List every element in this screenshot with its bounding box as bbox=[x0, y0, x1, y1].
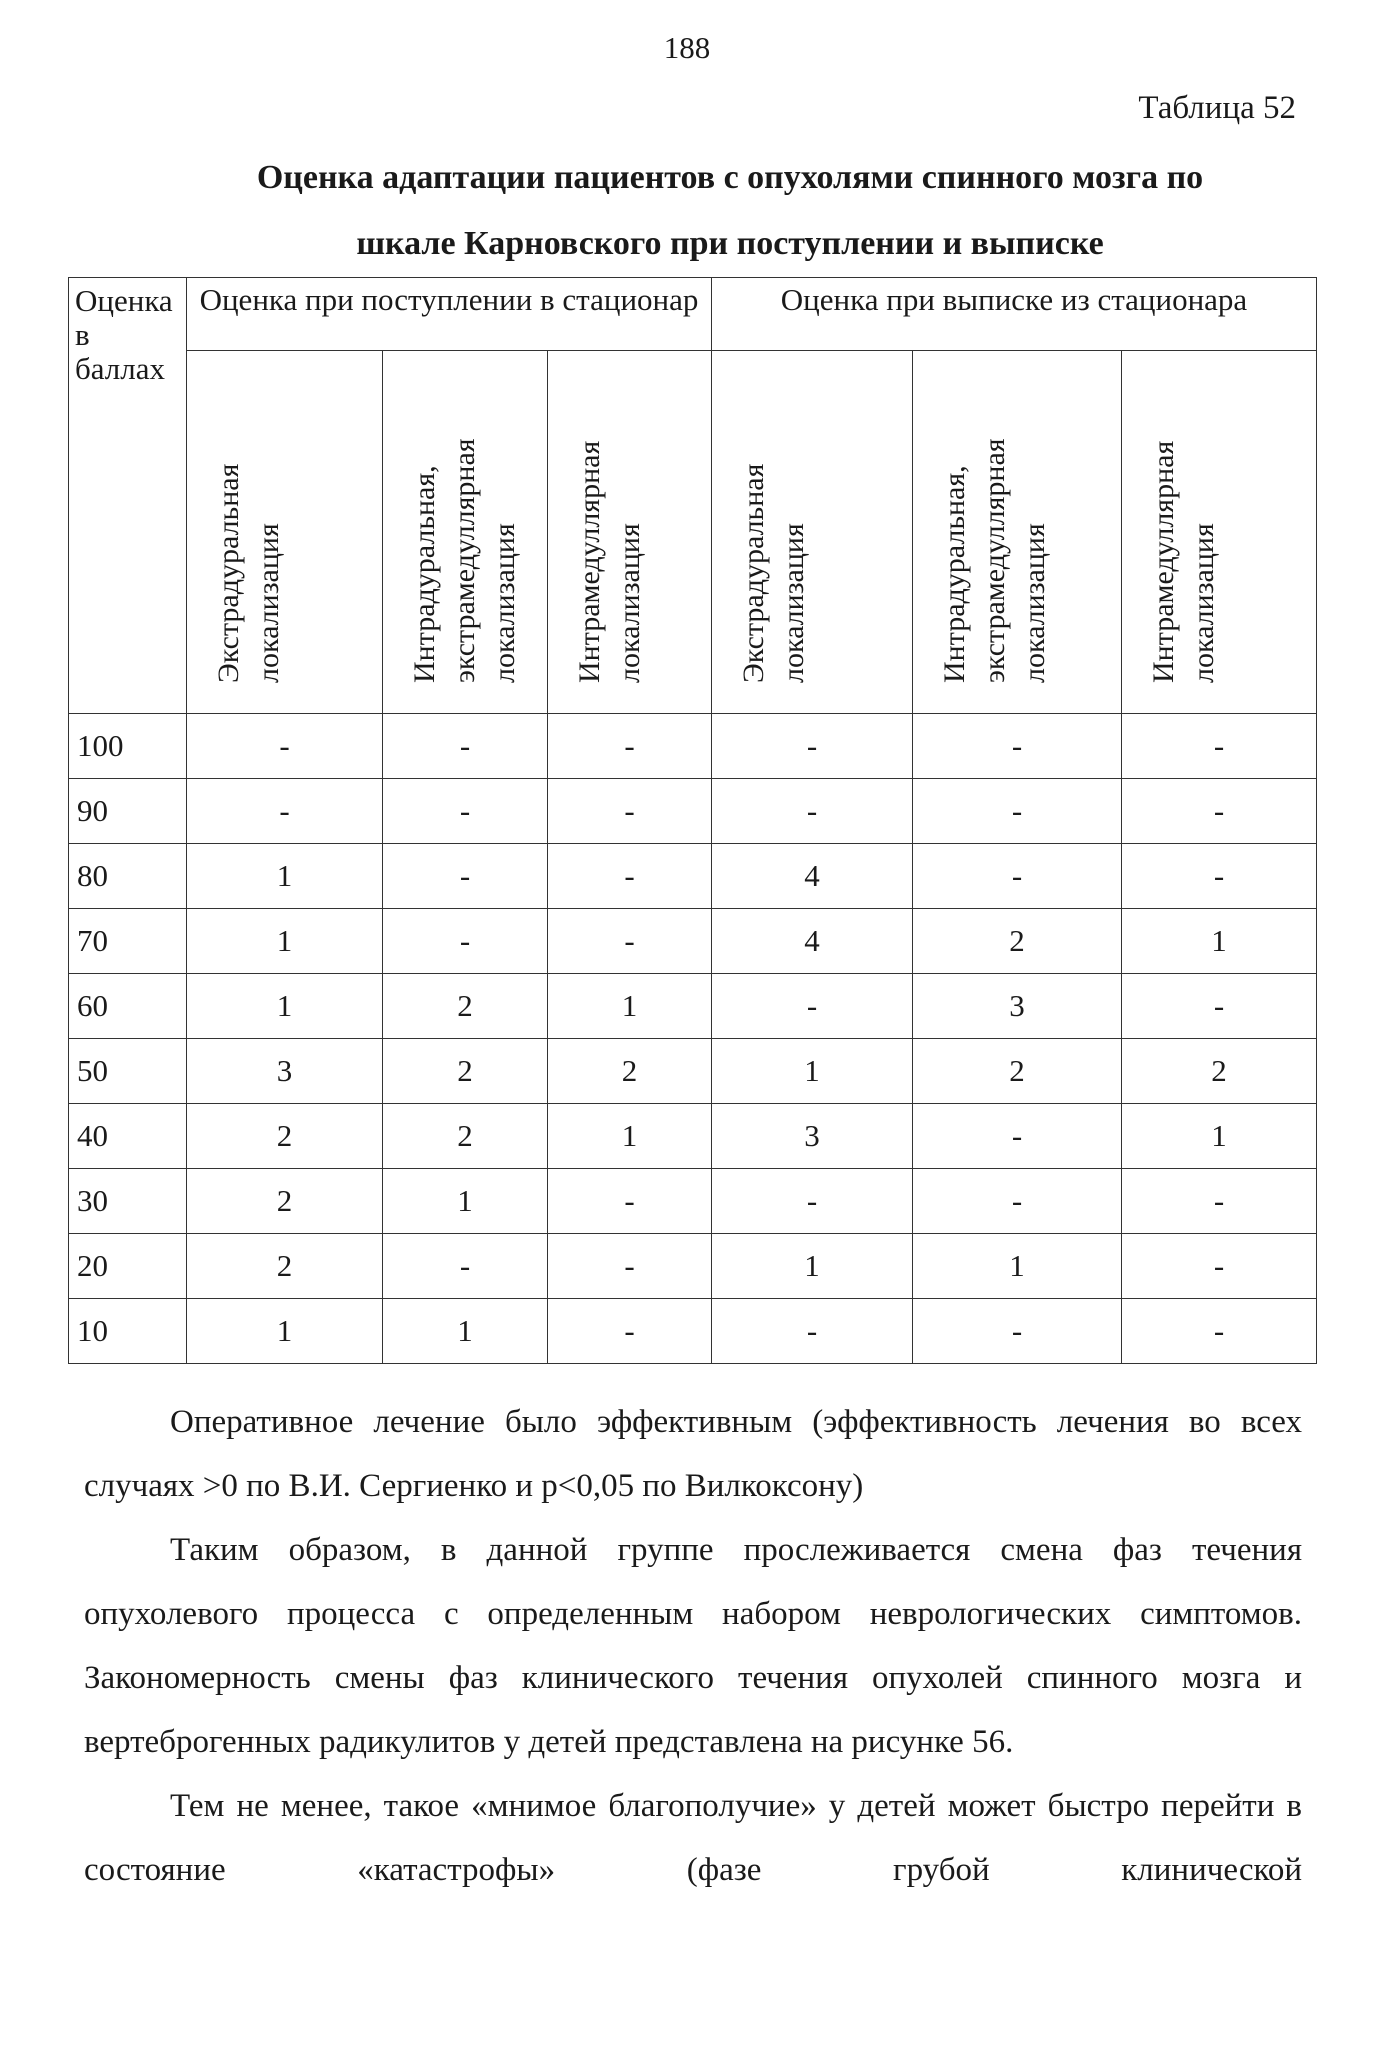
table-cell: - bbox=[1122, 844, 1317, 909]
table-cell: 1 bbox=[1122, 909, 1317, 974]
table-cell: 2 bbox=[383, 1104, 548, 1169]
table-cell: 4 bbox=[712, 844, 913, 909]
table-row bbox=[69, 1104, 1317, 1169]
karnofsky-table bbox=[68, 277, 1317, 1364]
column-header-label: Интрамедуллярная локализация bbox=[573, 440, 646, 683]
table-label: Таблица 52 bbox=[1138, 90, 1296, 126]
table-cell: 4 bbox=[712, 909, 913, 974]
table-cell: 2 bbox=[187, 1169, 383, 1234]
table-cell: 1 bbox=[1122, 1104, 1317, 1169]
table-row bbox=[69, 1299, 1317, 1364]
score-cell: 50 bbox=[69, 1039, 187, 1104]
column-header-label: Интрадуральная, экстрамедуллярная локализация bbox=[938, 438, 1051, 683]
column-header-1 bbox=[187, 351, 383, 714]
paragraph-1: Оперативное лечение было эффективным (эффективность лечения во всех случаях >0 по В.И. Сергиенко и p<0,05 по Вилкоксону) bbox=[84, 1404, 1302, 1504]
table-cell: - bbox=[548, 909, 712, 974]
table-cell: - bbox=[383, 844, 548, 909]
table-cell: 3 bbox=[712, 1104, 913, 1169]
score-cell: 100 bbox=[69, 714, 187, 779]
table-cell: 1 bbox=[187, 974, 383, 1039]
paragraph-3: Тем не менее, такое «мнимое благополучие» у детей может быстро перейти в состояние «катастрофы» (фазе грубой клинической bbox=[84, 1788, 1302, 1888]
table-cell: - bbox=[383, 779, 548, 844]
column-header-label: Экстрадуральная локализация bbox=[212, 463, 285, 683]
score-cell: 90 bbox=[69, 779, 187, 844]
table-cell: - bbox=[913, 1104, 1122, 1169]
table-subheader-row bbox=[69, 351, 1317, 714]
table-cell: 2 bbox=[1122, 1039, 1317, 1104]
table-row bbox=[69, 1169, 1317, 1234]
column-header-4 bbox=[712, 351, 913, 714]
table-cell: - bbox=[712, 974, 913, 1039]
score-cell: 40 bbox=[69, 1104, 187, 1169]
column-header-3 bbox=[548, 351, 712, 714]
table-cell: 1 bbox=[187, 909, 383, 974]
table-row bbox=[69, 1039, 1317, 1104]
table-body bbox=[69, 714, 1317, 1364]
table-cell: - bbox=[383, 909, 548, 974]
score-cell: 20 bbox=[69, 1234, 187, 1299]
paragraph-2: Таким образом, в данной группе прослеживается смена фаз течения опухолевого процесса с определенным набором неврологических симптомов. Закономерность смены фаз клинического течения опухолей спинного мозга и вертеброгенных радикулитов у детей представлена на рисунке 56. bbox=[84, 1532, 1302, 1760]
header-score: Оценка в баллах bbox=[69, 278, 187, 714]
column-header-label: Экстрадуральная локализация bbox=[737, 463, 810, 683]
header-admission: Оценка при поступлении в стационар bbox=[187, 278, 712, 351]
table-cell: - bbox=[913, 1169, 1122, 1234]
table-cell: 3 bbox=[913, 974, 1122, 1039]
score-cell: 30 bbox=[69, 1169, 187, 1234]
table-row bbox=[69, 779, 1317, 844]
table-cell: - bbox=[548, 1169, 712, 1234]
table-cell: - bbox=[913, 779, 1122, 844]
table-cell: - bbox=[383, 714, 548, 779]
table-row bbox=[69, 974, 1317, 1039]
table-cell: - bbox=[712, 1299, 913, 1364]
table-cell: 2 bbox=[913, 909, 1122, 974]
table-cell: - bbox=[1122, 714, 1317, 779]
table-cell: 1 bbox=[712, 1234, 913, 1299]
table-cell: - bbox=[187, 714, 383, 779]
table-row bbox=[69, 909, 1317, 974]
table-cell: - bbox=[1122, 779, 1317, 844]
table-cell: - bbox=[712, 1169, 913, 1234]
table-cell: 1 bbox=[383, 1299, 548, 1364]
table-cell: - bbox=[913, 1299, 1122, 1364]
table-cell: 3 bbox=[187, 1039, 383, 1104]
column-header-5 bbox=[913, 351, 1122, 714]
table-cell: - bbox=[712, 714, 913, 779]
table-cell: 2 bbox=[913, 1039, 1122, 1104]
table-title-line-2: шкале Карновского при поступлении и выписке bbox=[356, 225, 1104, 262]
table-cell: - bbox=[548, 844, 712, 909]
table-cell: 1 bbox=[548, 1104, 712, 1169]
score-cell: 10 bbox=[69, 1299, 187, 1364]
table-cell: 2 bbox=[548, 1039, 712, 1104]
table-row bbox=[69, 1234, 1317, 1299]
table-cell: - bbox=[548, 1299, 712, 1364]
table-cell: 1 bbox=[913, 1234, 1122, 1299]
table-cell: - bbox=[548, 1234, 712, 1299]
table-cell: - bbox=[187, 779, 383, 844]
column-header-6 bbox=[1122, 351, 1317, 714]
table-cell: 2 bbox=[383, 1039, 548, 1104]
table-cell: 1 bbox=[712, 1039, 913, 1104]
table-cell: 2 bbox=[187, 1234, 383, 1299]
table-title bbox=[150, 145, 1310, 277]
table-group-header-row bbox=[69, 278, 1317, 351]
column-header-label: Интрадуральная, экстрамедуллярная локализация bbox=[408, 438, 521, 683]
table-cell: - bbox=[548, 714, 712, 779]
table-cell: - bbox=[1122, 1169, 1317, 1234]
table-cell: - bbox=[1122, 974, 1317, 1039]
table-row bbox=[69, 844, 1317, 909]
header-discharge: Оценка при выписке из стационара bbox=[712, 278, 1317, 351]
score-cell: 70 bbox=[69, 909, 187, 974]
column-header-2 bbox=[383, 351, 548, 714]
table-cell: - bbox=[913, 844, 1122, 909]
table-cell: - bbox=[1122, 1299, 1317, 1364]
table-cell: - bbox=[383, 1234, 548, 1299]
table-cell: - bbox=[1122, 1234, 1317, 1299]
table-cell: 2 bbox=[383, 974, 548, 1039]
table-cell: - bbox=[913, 714, 1122, 779]
table-cell: 1 bbox=[187, 844, 383, 909]
page-number: 188 bbox=[663, 30, 711, 65]
score-cell: 80 bbox=[69, 844, 187, 909]
table-cell: - bbox=[548, 779, 712, 844]
table-cell: 2 bbox=[187, 1104, 383, 1169]
table-cell: 1 bbox=[187, 1299, 383, 1364]
column-header-label: Интрамедуллярная локализация bbox=[1147, 440, 1220, 683]
table-cell: - bbox=[712, 779, 913, 844]
table-title-line-1: Оценка адаптации пациентов с опухолями спинного мозга по bbox=[256, 159, 1204, 196]
table-row bbox=[69, 714, 1317, 779]
score-cell: 60 bbox=[69, 974, 187, 1039]
table-cell: 1 bbox=[548, 974, 712, 1039]
table-cell: 1 bbox=[383, 1169, 548, 1234]
